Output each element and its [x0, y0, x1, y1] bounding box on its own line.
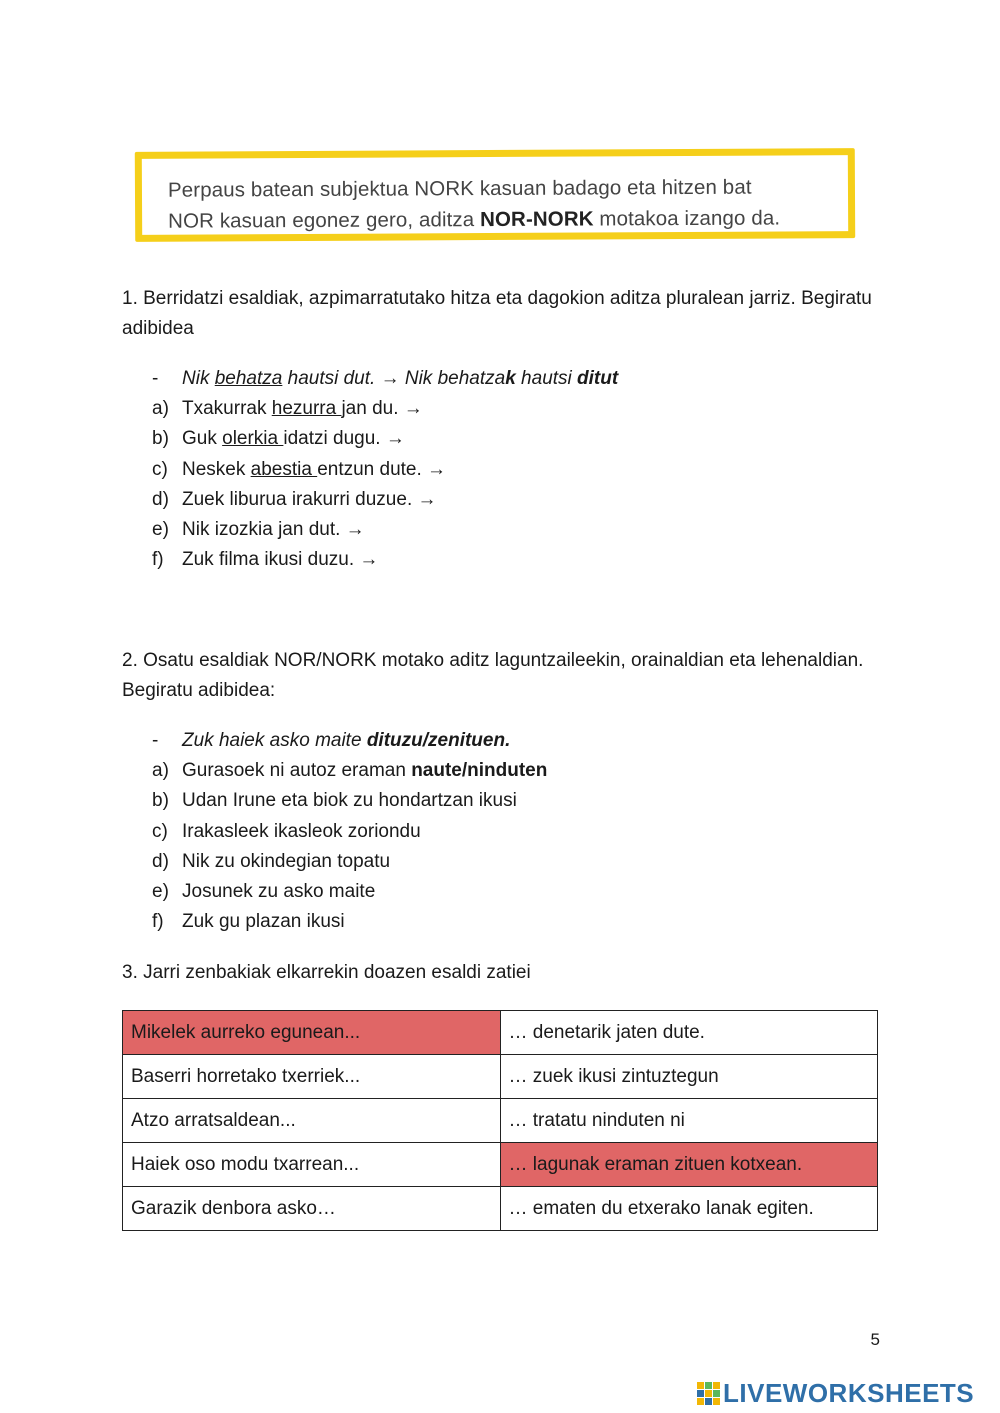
item-text: Zuk gu plazan ikusi: [182, 911, 345, 933]
exercise-1-example: [152, 364, 618, 394]
table-cell-left[interactable]: Atzo arratsaldean...: [123, 1099, 501, 1143]
example-bold-verb: dituzu/zenituen.: [366, 730, 511, 751]
exercise-1-item-e: [152, 515, 618, 545]
item-text: Guk: [182, 428, 223, 450]
item-text: Josunek zu asko maite: [182, 880, 376, 902]
list-marker: b): [152, 790, 169, 812]
exercise-3-instruction: 3. Jarri zenbakiak elkarrekin doazen esaldi zatiei: [122, 962, 531, 983]
table-cell-left[interactable]: Mikelek aurreko egunean...: [123, 1011, 501, 1055]
table-cell-right[interactable]: … tratatu ninduten ni: [500, 1099, 878, 1143]
example-text: hautsi dut. → Nik behatza: [282, 368, 506, 389]
item-text: Zuek liburua irakurri duzue. →: [182, 488, 437, 510]
exercise-2-instruction: 2. Osatu esaldiak NOR/NORK motako aditz laguntzaileekin, orainaldian eta lehenaldian. Begiratu adibidea:: [122, 650, 864, 701]
exercise-1-item-d: [152, 485, 618, 515]
list-marker: a): [152, 760, 169, 782]
list-marker: d): [152, 850, 169, 872]
item-text: Txakurrak: [182, 398, 272, 420]
list-marker: a): [152, 398, 169, 420]
logo-text: LIVEWORKSHEETS: [723, 1378, 975, 1408]
item-underlined-word: abestia: [250, 458, 318, 480]
item-text: Gurasoek ni autoz eraman: [182, 760, 412, 782]
rule-callout-box: [135, 148, 855, 242]
example-text: Nik: [182, 368, 215, 389]
example-text: hautsi: [515, 368, 578, 389]
table-row: [123, 1011, 878, 1055]
table-cell-left[interactable]: Baserri horretako txerriek...: [123, 1055, 501, 1099]
list-marker: b): [152, 428, 169, 450]
item-text: entzun dute. →: [317, 458, 447, 480]
list-marker: e): [152, 880, 169, 902]
list-marker: c): [152, 458, 168, 480]
table-row: [123, 1187, 878, 1231]
table-cell-left[interactable]: Garazik denbora asko…: [123, 1187, 501, 1231]
exercise-1-item-a: [152, 394, 618, 424]
list-marker: e): [152, 518, 169, 540]
callout-line-2-start: NOR kasuan egonez gero, aditza: [168, 208, 481, 233]
callout-bold-term: NOR-NORK: [479, 207, 594, 232]
matching-table: [122, 1010, 878, 1231]
item-text: Nik izozkia jan dut. →: [182, 518, 365, 540]
liveworksheets-logo: [697, 1378, 974, 1409]
exercise-1-item-b: [152, 424, 618, 454]
exercise-1-item-c: [152, 455, 618, 485]
example-bold-verb: ditut: [577, 368, 619, 389]
exercise-1-item-f: [152, 545, 618, 575]
item-bold-answer: naute/ninduten: [411, 760, 548, 782]
callout-line-2: [168, 202, 848, 237]
item-text: jan du. →: [341, 398, 423, 420]
item-text: Nik zu okindegian topatu: [182, 850, 391, 872]
exercise-2-item-d: [152, 847, 547, 877]
item-underlined-word: hezurra: [271, 398, 342, 420]
exercise-2-item-f: [152, 907, 547, 937]
list-marker: c): [152, 820, 168, 842]
item-underlined-word: olerkia: [222, 428, 284, 450]
callout-line-1: Perpaus batean subjektua NORK kasuan badago eta hitzen bat: [167, 175, 752, 202]
item-text: Udan Irune eta biok zu hondartzan ikusi: [182, 790, 517, 812]
list-marker: f): [152, 549, 164, 571]
exercise-2-item-c: [152, 817, 547, 847]
item-text: Zuk filma ikusi duzu. →: [182, 549, 379, 571]
table-cell-right[interactable]: … denetarik jaten dute.: [500, 1011, 878, 1055]
table-cell-right[interactable]: … ematen du etxerako lanak egiten.: [500, 1187, 878, 1231]
exercise-2-example: [152, 726, 547, 756]
example-bold-suffix: k: [505, 368, 516, 389]
example-underlined-word: behatza: [214, 368, 283, 389]
table-cell-right[interactable]: … zuek ikusi zintuztegun: [500, 1055, 878, 1099]
list-marker: f): [152, 911, 164, 933]
list-marker: -: [152, 368, 159, 389]
list-marker: d): [152, 488, 169, 510]
example-text: Zuk haiek asko maite: [182, 730, 367, 751]
exercise-2-item-b: [152, 786, 547, 816]
exercise-1-list: [152, 364, 618, 575]
table-row: [123, 1099, 878, 1143]
page-number: 5: [870, 1330, 880, 1349]
table-row: [123, 1143, 878, 1187]
callout-line-2-end: motakoa izango da.: [593, 206, 781, 231]
exercise-2-list: [152, 726, 547, 937]
table-cell-right[interactable]: … lagunak eraman zituen kotxean.: [500, 1143, 878, 1187]
table-cell-left[interactable]: Haiek oso modu txarrean...: [123, 1143, 501, 1187]
logo-grid-icon: [697, 1382, 720, 1405]
item-text: Irakasleek ikasleok zoriondu: [182, 820, 421, 842]
item-text: idatzi dugu. →: [283, 428, 405, 450]
list-marker: -: [152, 730, 159, 751]
exercise-2-item-a: [152, 756, 547, 786]
exercise-2-item-e: [152, 877, 547, 907]
exercise-1-instruction: 1. Berridatzi esaldiak, azpimarratutako hitza eta dagokion aditza pluralean jarriz. Begiratu adibidea: [122, 288, 872, 339]
table-row: [123, 1055, 878, 1099]
item-text: Neskek: [182, 458, 251, 480]
